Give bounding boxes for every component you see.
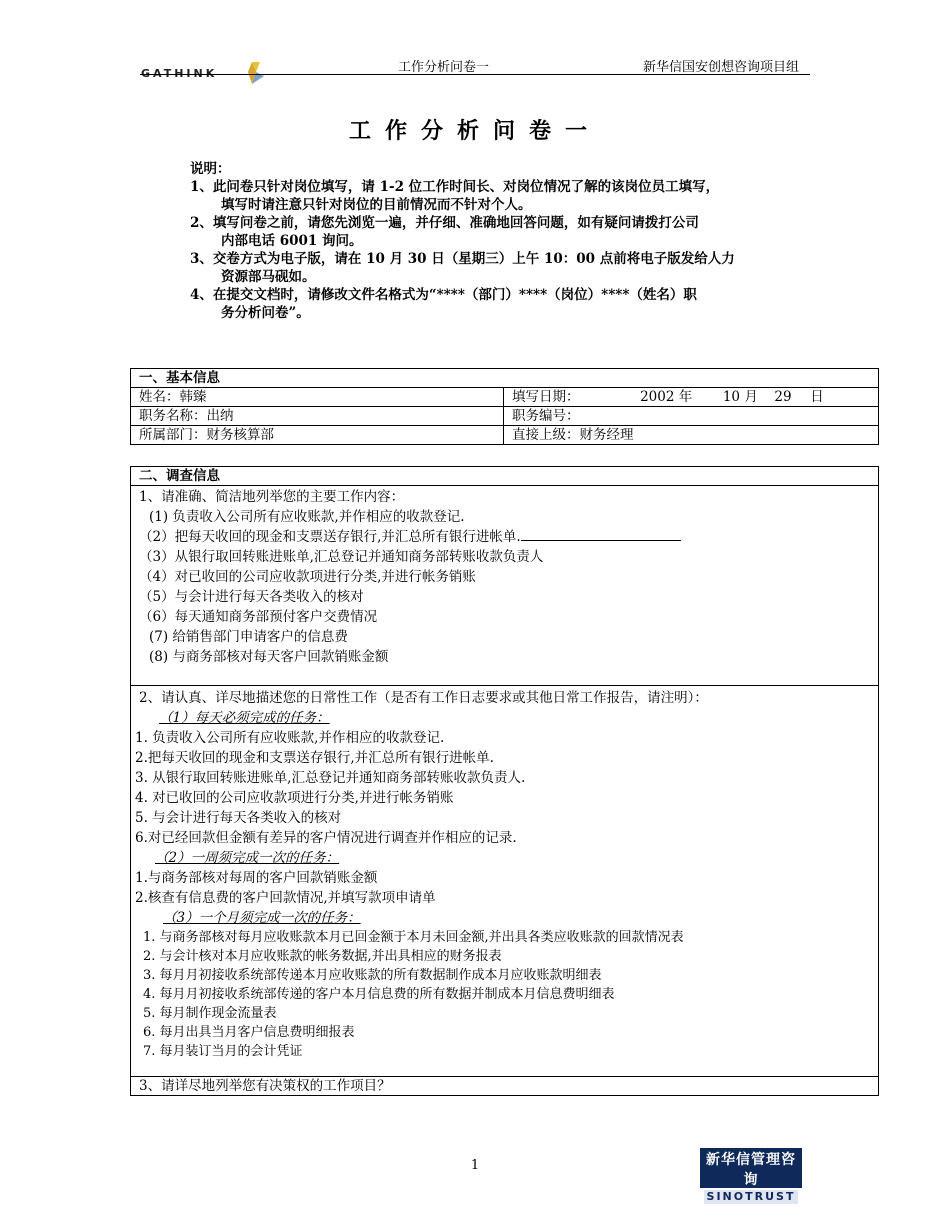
- position-cell: 职务名称：出纳: [131, 407, 504, 426]
- date-day-unit: 日: [810, 389, 824, 405]
- instructions: [190, 160, 830, 322]
- basic-info-heading: 一、基本信息: [131, 369, 879, 388]
- q1-item-7: (7) 给销售部门申请客户的信息费: [149, 629, 348, 645]
- date-year: 2002 年: [640, 389, 693, 405]
- sinotrust-logo-en: SINOTRUST: [704, 1190, 798, 1204]
- header-center-title: 工作分析问卷一: [398, 60, 490, 75]
- instruction-3-cont: 资源部马砚如。: [221, 269, 316, 285]
- q3-cell: 3、请详尽地列举您有决策权的工作项目？: [131, 1077, 879, 1096]
- weekly-1: 1.与商务部核对每周的客户回款销账金额: [135, 870, 378, 886]
- monthly-2: 2. 与会计核对本月应收账款的帐务数据,并出具相应的财务报表: [143, 949, 502, 964]
- position-no-cell: 职务编号：: [504, 407, 879, 426]
- q2-cell: [131, 686, 879, 1077]
- daily-4: 4. 对已收回的公司应收款项进行分类,并进行帐务销账: [135, 790, 454, 806]
- monthly-5: 5. 每月制作现金流量表: [143, 1006, 277, 1021]
- date-month: 10 月: [722, 389, 758, 405]
- instruction-3: 3、交卷方式为电子版，请在 10 月 30 日（星期三）上午 10：00 点前将电子版发给人力: [190, 251, 735, 267]
- instruction-2-cont: 内部电话 6001 询问。: [221, 233, 363, 249]
- daily-title: （1）每天必须完成的任务：: [159, 710, 330, 726]
- survey-table: [130, 466, 879, 1096]
- date-cell: [504, 388, 879, 407]
- instruction-1: 1、此问卷只针对岗位填写，请 1-2 位工作时间长、对岗位情况了解的该岗位员工填写，: [190, 179, 720, 195]
- monthly-4: 4. 每月月初接收系统部传递的客户本月信息费的所有数据并制成本月信息费明细表: [143, 987, 615, 1002]
- logo-text: GATHINK: [141, 67, 218, 80]
- weekly-title: （2）一周须完成一次的任务：: [155, 850, 340, 866]
- q1-item-6: （6）每天通知商务部预付客户交费情况: [139, 609, 378, 625]
- monthly-title: （3）一个月须完成一次的任务：: [163, 910, 361, 926]
- monthly-1: 1. 与商务部核对每月应收账款本月已回金额于本月未回金额,并出具各类应收账款的回款情况表: [143, 930, 684, 945]
- superior-cell: 直接上级：财务经理: [504, 426, 879, 445]
- header-right-title: 新华信国安创想咨询项目组: [643, 60, 800, 75]
- q1-item-5: （5）与会计进行每天各类收入的核对: [139, 589, 364, 605]
- instructions-label: 说明：: [190, 161, 231, 177]
- q1-item-8: (8) 与商务部核对每天客户回款销账金额: [149, 649, 389, 665]
- name-cell: 姓名：韩臻: [131, 388, 504, 407]
- q1-item-2: [139, 527, 870, 547]
- page-number: 1: [470, 1158, 480, 1173]
- q1-item-2-blank: [521, 528, 681, 541]
- date-day: 29: [774, 389, 792, 405]
- instruction-1-cont: 填写时请注意只针对岗位的目前情况而不针对个人。: [221, 197, 532, 213]
- instruction-4: 4、在提交文档时，请修改文件名格式为“****（部门）****（岗位）****（姓名）职: [190, 287, 697, 303]
- q1-item-2-text: （2）把每天收回的现金和支票送存银行,并汇总所有银行进帐单.: [139, 529, 521, 545]
- q1-question: 1、请准确、简洁地列举您的主要工作内容：: [139, 489, 405, 505]
- instruction-4-cont: 务分析问卷”。: [221, 305, 310, 321]
- q1-item-3: （3）从银行取回转账进账单,汇总登记并通知商务部转账收款负责人: [139, 549, 544, 565]
- page-title: 工作分析问卷一: [348, 118, 601, 144]
- header-rule: [140, 74, 810, 75]
- daily-2: 2.把每天收回的现金和支票送存银行,并汇总所有银行进帐单.: [135, 750, 494, 766]
- sinotrust-logo-cn: 新华信管理咨询: [706, 1152, 796, 1188]
- basic-info-table: [130, 368, 879, 445]
- date-label: 填写日期：: [512, 389, 580, 405]
- daily-3: 3. 从银行取回转账进账单,汇总登记并通知商务部转账收款负责人.: [135, 770, 526, 786]
- q1-cell: [131, 486, 879, 686]
- weekly-2: 2.核查有信息费的客户回款情况,并填写款项申请单: [135, 890, 436, 906]
- monthly-6: 6. 每月出具当月客户信息费明细报表: [143, 1025, 355, 1040]
- survey-heading: 二、调查信息: [131, 467, 879, 486]
- q2-question: 2、请认真、详尽地描述您的日常性工作（是否有工作日志要求或其他日常工作报告，请注明）：: [139, 690, 708, 706]
- dept-cell: 所属部门：财务核算部: [131, 426, 504, 445]
- sinotrust-logo: [700, 1148, 802, 1203]
- daily-5: 5. 与会计进行每天各类收入的核对: [135, 810, 342, 826]
- daily-6: 6.对已经回款但金额有差异的客户情况进行调查并作相应的记录.: [135, 830, 517, 846]
- instruction-2: 2、填写问卷之前，请您先浏览一遍，并仔细、准确地回答问题，如有疑问请拨打公司: [190, 215, 699, 231]
- q1-item-4: （4）对已收回的公司应收款项进行分类,并进行帐务销账: [139, 569, 476, 585]
- monthly-3: 3. 每月月初接收系统部传递本月应收账款的所有数据制作成本月应收账款明细表: [143, 968, 602, 983]
- daily-1: 1. 负责收入公司所有应收账款,并作相应的收款登记.: [135, 730, 445, 746]
- q1-item-1: (1) 负责收入公司所有应收账款,并作相应的收款登记.: [149, 509, 465, 525]
- monthly-7: 7. 每月装订当月的会计凭证: [143, 1044, 303, 1059]
